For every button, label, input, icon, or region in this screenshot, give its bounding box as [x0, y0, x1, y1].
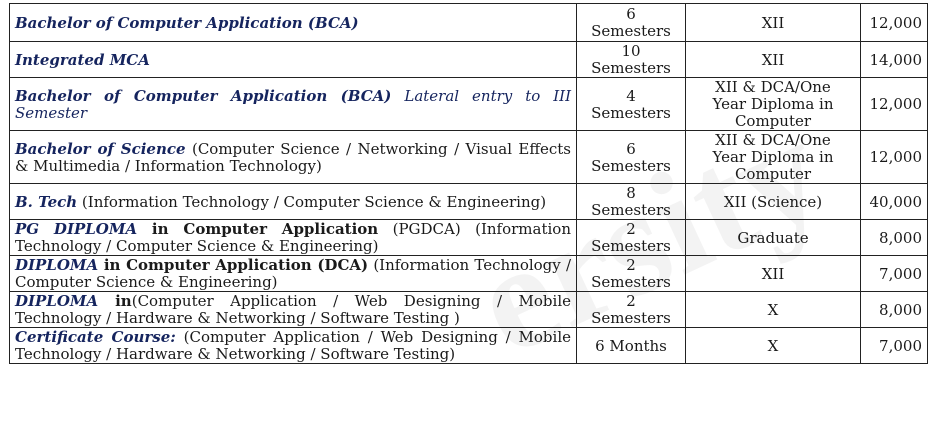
course-name-segment: PG DIPLOMA: [15, 220, 138, 238]
course-name: [10, 78, 577, 131]
course-fee: 8,000: [861, 292, 928, 328]
course-name-segment: DIPLOMA: [15, 292, 99, 310]
course-duration: 4 Semesters: [577, 78, 686, 131]
course-fee: 12,000: [861, 78, 928, 131]
course-eligibility: XII: [686, 4, 861, 42]
courses-table: [9, 3, 928, 364]
course-duration: 2 Semesters: [577, 220, 686, 256]
course-name: [10, 256, 577, 292]
course-eligibility: XII & DCA/One Year Diploma in Computer: [686, 78, 861, 131]
course-name: [10, 328, 577, 364]
course-duration: 6 Semesters: [577, 4, 686, 42]
course-row: [10, 220, 928, 256]
course-name-segment: Lateral entry to III Semester: [15, 86, 571, 122]
course-name: [10, 42, 577, 78]
course-row: [10, 256, 928, 292]
course-fee: 7,000: [861, 328, 928, 364]
course-row: [10, 184, 928, 220]
course-row: [10, 131, 928, 184]
course-name: [10, 292, 577, 328]
course-name-segment: (Information Technology / Computer Science & Engineering): [77, 192, 547, 211]
course-fee: 40,000: [861, 184, 928, 220]
course-fee: 12,000: [861, 4, 928, 42]
course-duration: 2 Semesters: [577, 292, 686, 328]
course-eligibility: XII & DCA/One Year Diploma in Computer: [686, 131, 861, 184]
course-duration: 10 Semesters: [577, 42, 686, 78]
course-name-segment: Integrated MCA: [15, 50, 150, 69]
course-name-segment: Bachelor of Computer Application (BCA): [15, 13, 359, 32]
course-name-segment: Bachelor of Science: [15, 139, 186, 158]
course-name-segment: Certificate Course:: [15, 328, 176, 346]
course-eligibility: XII (Science): [686, 184, 861, 220]
course-name-segment: in: [98, 292, 132, 310]
course-row: [10, 78, 928, 131]
course-name-segment: (Computer Application / Web Designing / Mobile Technology / Hardware & Networking / Software Testing): [15, 328, 571, 363]
course-duration: 6 Semesters: [577, 131, 686, 184]
courses-table-body: [10, 4, 928, 364]
course-name-segment: DIPLOMA: [15, 256, 99, 274]
course-fee: 8,000: [861, 220, 928, 256]
course-eligibility: Graduate: [686, 220, 861, 256]
course-duration: 8 Semesters: [577, 184, 686, 220]
course-duration: 6 Months: [577, 328, 686, 364]
course-eligibility: X: [686, 328, 861, 364]
course-name-segment: (PGDCA) (Information Technology / Computer Science & Engineering): [15, 220, 571, 255]
course-row: [10, 4, 928, 42]
course-eligibility: XII: [686, 42, 861, 78]
course-row: [10, 292, 928, 328]
course-name: [10, 4, 577, 42]
course-name-segment: in Computer Application (DCA): [98, 256, 369, 274]
course-eligibility: X: [686, 292, 861, 328]
course-name-segment: in Computer Application: [137, 220, 379, 238]
course-name-segment: (Information Technology / Computer Science & Engineering): [15, 256, 571, 291]
course-eligibility: XII: [686, 256, 861, 292]
course-row: [10, 42, 928, 78]
course-name-segment: (Computer Application / Web Designing / Mobile Technology / Hardware & Networking / Software Testing ): [15, 292, 571, 327]
course-name-segment: B. Tech: [15, 192, 78, 211]
course-fee: 7,000: [861, 256, 928, 292]
course-name-segment: Bachelor of Computer Application (BCA): [15, 86, 392, 105]
course-name: [10, 184, 577, 220]
course-fee: 14,000: [861, 42, 928, 78]
course-name: [10, 131, 577, 184]
course-duration: 2 Semesters: [577, 256, 686, 292]
course-row: [10, 328, 928, 364]
course-name: [10, 220, 577, 256]
course-fee: 12,000: [861, 131, 928, 184]
course-name-segment: (Computer Science / Networking / Visual Effects & Multimedia / Information Technology): [15, 139, 571, 175]
